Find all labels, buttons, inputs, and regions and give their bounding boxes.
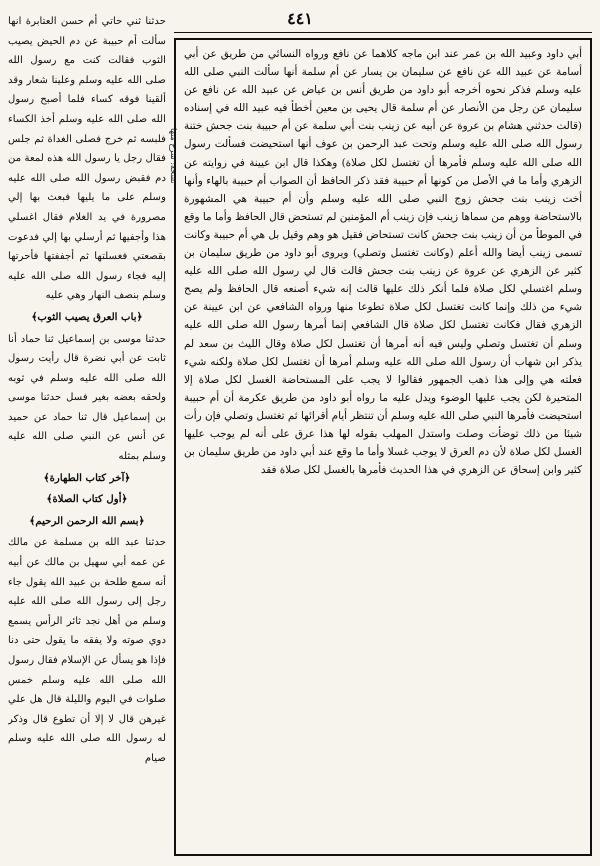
commentary-box <box>174 38 592 856</box>
main-text-column <box>8 12 166 852</box>
page-number: ٤٤١ <box>287 9 313 28</box>
book-end-heading: ﴿آخر كتاب الطهارة﴾ <box>43 471 131 484</box>
chapter-heading: ﴿باب العرق يصيب الثوب﴾ <box>31 310 143 323</box>
basmala-heading: ﴿بسم الله الرحمن الرحيم﴾ <box>29 514 145 527</box>
header-rule <box>174 32 592 33</box>
marginal-note: نسخة: شرح منها <box>169 128 178 184</box>
main-paragraph: حدثنا عبد الله بن مسلمة عن مالك عن عمه أبي سهيل بن مالك عن أبيه أنه سمع طلحة بن عبيد الله يقول جاء رجل إلى رسول الله صلى الله عليه وسلم من أهل نجد ثائر الرأس يسمع دوي صوته ولا يفقه ما يقول حتى دنا فإذا هو يسأل عن الإسلام فقال رسول الله صلى الله عليه وسلم خمس صلوات في اليوم والليلة قال هل علي غيرهن قال لا إلا أن تطوع قال وذكر له رسول الله صلى الله عليه وسلم صيام <box>8 537 166 764</box>
main-paragraph: حدثنا موسى بن إسماعيل ثنا حماد أنا ثابت عن أبي نضرة قال رأيت رسول الله صلى الله عليه وسلم في ثوبه ولحقه بعضه بغير فسل حدثنا موسى بن إسماعيل قال ثنا حماد عن حميد عن أنس عن النبي صلى الله عليه وسلم بمثله <box>8 333 166 463</box>
book-start-heading: ﴿أول كتاب الصلاة﴾ <box>46 493 128 506</box>
book-page <box>8 10 592 856</box>
commentary-text: أبي داود وعبيد الله بن عمر عند ابن ماجه كلاهما عن نافع ورواه النسائي من طريق عن أبي أسامة عن عبيد الله عن نافع عن سليمان بن يسار عن أم سلمة أنها سألت النبي صلى الله عليه وسلم فذكر نحوه أخرجه أبو داود من طريق أنس بن عياض عن عبيد الله عن نافع عن سليمان عن رجل من الأنصار عن أم سلمة قال يحيى بن معين أخطأ فيه عبيد الله في إسناده (قالت حدثني هشام بن عروة عن أبيه عن زينب بنت أبي سلمة عن أم حبيبة بنت جحش ختنة رسول الله صلى الله عليه وسلم وتحت عبد الرحمن بن عوف أنها استحيضت فسألت رسول الله صلى الله عليه وسلم فأمرها أن تغتسل لكل صلاة) وهكذا قال ابن عيينة في روايته عن الزهري وأما ما في الأصل من كونها أم حبيبة فقد ذكر الحافظ أن الصواب أم حبيبة بالهاء وأنها أخت زينب بنت جحش زوج النبي صلى الله عليه وسلم وأن أم حبيبة هي المشهورة بالاستحاضة ووهم من سماها زينب فإن زينب أم المؤمنين لم تستحض قال الحافظ وأما ما وقع في الموطأ من أن زينب بنت جحش كانت تستحاض فقيل هو وهم وقيل بل هي أم حبيبة وكانت تسمى زينب أيضا والله أعلم (وكانت تغتسل وتصلي) ويروى أبو داود من طريق سليمان بن كثير عن الزهري عن عروة عن زينب بنت جحش قالت قال لي رسول الله صلى الله عليه وسلم اغتسلي لكل صلاة فلما أنكر ذلك عليها قالت إنه شيء أصنعه قال الحافظ ولم يصح شيء من ذلك وإنما كانت تغتسل لكل صلاة تطوعا منها ورواه الشافعي عن ابن عيينة عن الزهري فقال فكانت تغتسل لكل صلاة قال الشافعي إنما أمرها رسول الله صلى الله عليه وسلم أن تغتسل وتصلي وليس فيه أنه أمرها أن تغتسل لكل صلاة وقال الليث بن سعد لم يذكر ابن شهاب أن رسول الله صلى الله عليه وسلم أمرها أن تغتسل لكل صلاة ولكنه شيء فعلته هي وإلى هذا ذهب الجمهور فقالوا لا يجب على المستحاضة الغسل لكل صلاة إلا المتحيرة لكن يجب عليها الوضوء ويدل عليه ما رواه أبو داود من طريق عكرمة أن أم حبيبة استحيضت فأمرها النبي صلى الله عليه وسلم أن تنتظر أيام أقرائها ثم تغتسل وتصلي فإن رأت شيئا من ذلك توضأت وصلت واستدل المهلب بقوله لها هذا عرق على أنه لم يوجب عليها الغسل لكل صلاة لأن دم العرق لا يوجب غسلا وأما ما وقع عند أبي داود من طريق سليمان بن كثير وابن إسحاق عن الزهري في هذا الحديث فأمرها بالغسل لكل صلاة فقد <box>184 48 582 477</box>
main-paragraph: حدثنا ثني حاتي أم حسن العتابرة انها سألت أم حبيبة عن دم الحيض يصيب الثوب فقالت كنت مع رسول الله صلى الله عليه وسلم وعلينا شعار وقد ألقينا فوقه كساء فلما أصبح رسول الله صلى الله عليه وسلم أخذ الكساء فلبسه ثم خرج فصلى الغداة ثم جلس فقال رجل يا رسول الله هذه لمعة من دم فقبض رسول الله صلى الله عليه وسلم على ما يليها فبعث بها إلي مصرورة في يد الغلام فقال اغسلي هذا وأجفيها ثم أرسلي بها إلي فدعوت بقصعتي فغسلتها ثم أجففتها فأحرتها إليه فجاء رسول الله صلى الله عليه وسلم بنصف النهار وهي عليه <box>8 16 166 302</box>
